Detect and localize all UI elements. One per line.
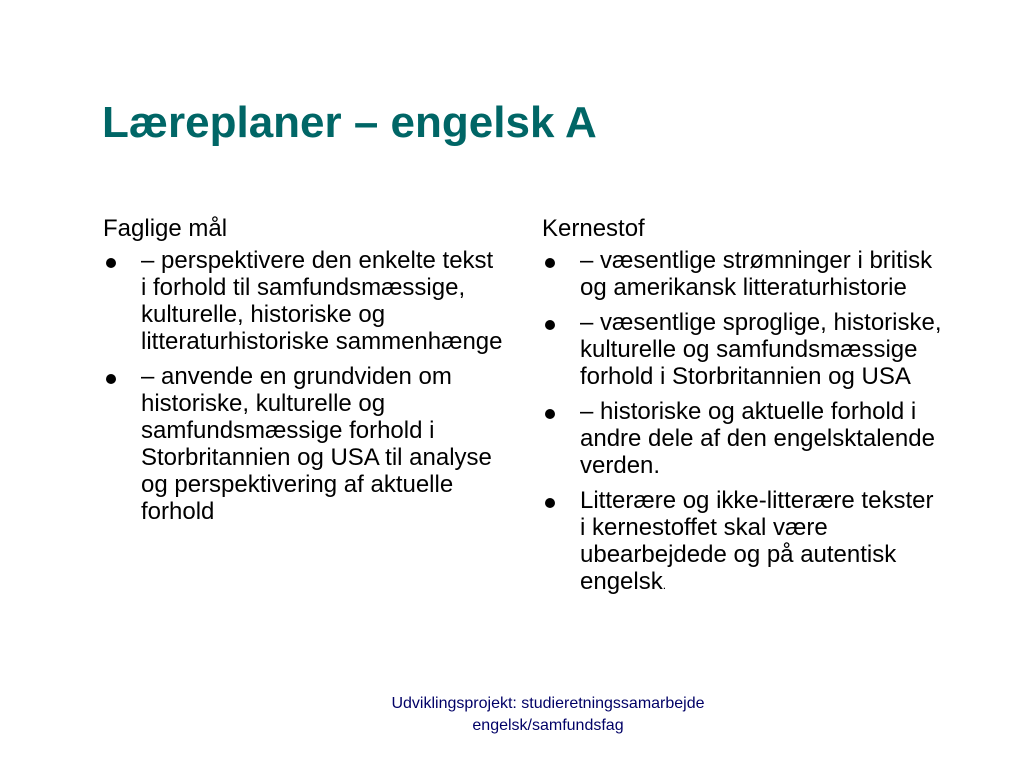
list-item [542,309,942,390]
footer-line-2: engelsk/samfundsfag [472,717,624,734]
list-item-text: Litterære og ikke-litterære tekster i kernestoffet skal være ubearbejdede og på autentisk engelsk [580,487,934,595]
list-item-text: – anvende en grundviden om historiske, kulturelle og samfundsmæssige forhold i Storbritannien og USA til analyse og perspektivering af aktuelle forhold [141,363,492,525]
slide-footer [340,693,756,737]
left-column-heading: Faglige mål [103,215,228,242]
bullet-dot-icon [106,258,116,268]
list-item-suffix: . [662,578,667,592]
list-item [542,487,942,599]
list-item [103,363,503,525]
left-bullet-list [103,247,503,525]
bullet-dot-icon [545,498,555,508]
bullet-dot-icon [545,320,555,330]
list-item-text: – perspektivere den enkelte tekst i forhold til samfundsmæssige, kulturelle, historiske og litteraturhistoriske sammenhænge [141,247,503,355]
footer-line-1: Udviklingsprojekt: studieretningssamarbejde [391,695,705,712]
right-column [542,214,942,607]
bullet-dot-icon [106,374,116,384]
list-item [103,247,503,355]
list-item [542,247,942,301]
list-item [542,398,942,479]
bullet-dot-icon [545,258,555,268]
list-item-text: – væsentlige sproglige, historiske, kulturelle og samfundsmæssige forhold i Storbritannien og USA [580,309,942,390]
right-bullet-list [542,247,942,599]
list-item-text: – historiske og aktuelle forhold i andre dele af den engelsktalende verden. [580,398,935,479]
bullet-dot-icon [545,409,555,419]
right-column-heading: Kernestof [542,215,645,242]
list-item-text: – væsentlige strømninger i britisk og amerikansk litteraturhistorie [580,247,933,301]
left-column [103,214,503,533]
slide-title: Læreplaner – engelsk A [102,98,597,147]
